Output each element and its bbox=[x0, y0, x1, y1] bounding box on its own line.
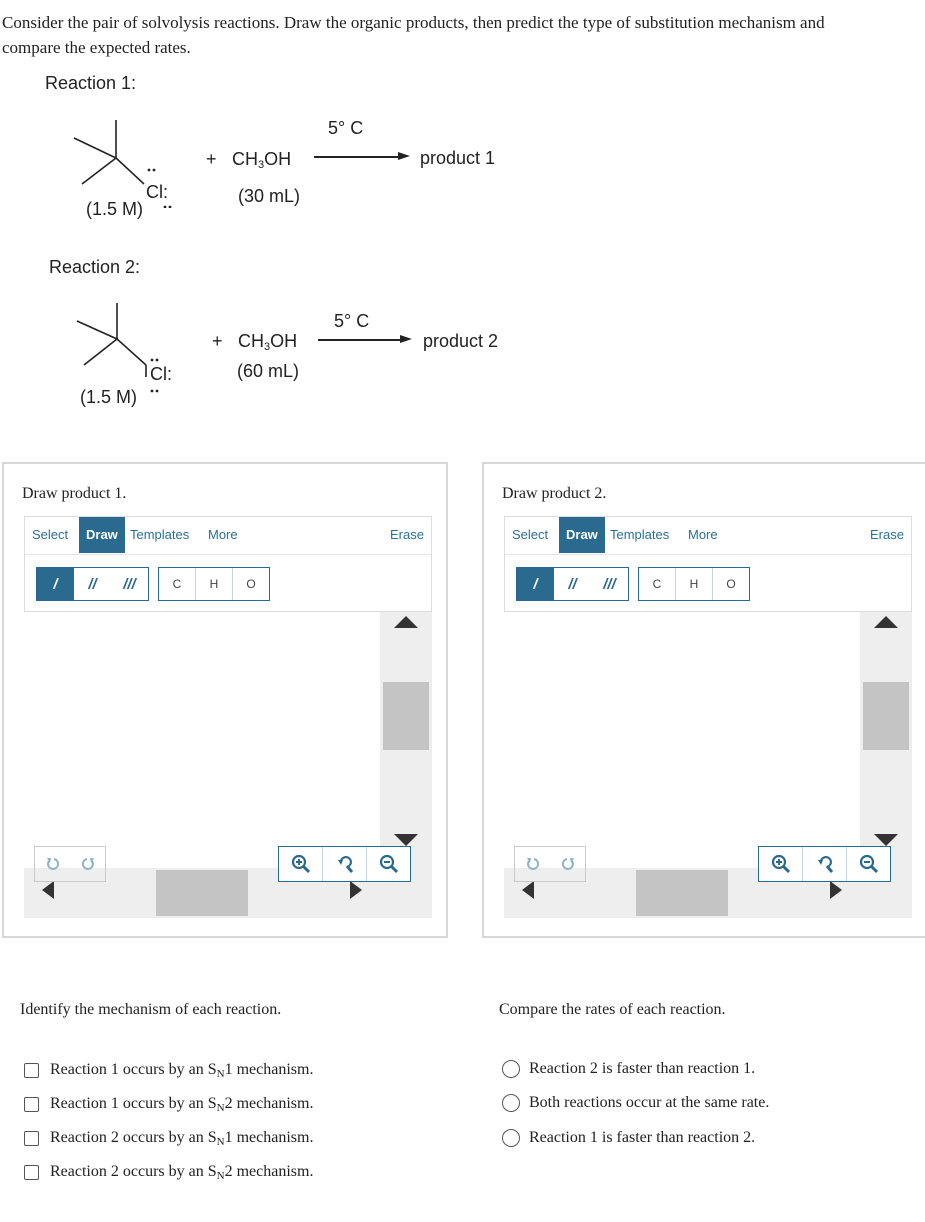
mechanism-option-2-label bbox=[50, 1095, 313, 1114]
rate-option-2[interactable] bbox=[502, 1094, 769, 1112]
panel-1-zoom-reset-button[interactable] bbox=[323, 847, 367, 881]
panel-1-single-bond-button[interactable]: / bbox=[37, 568, 74, 600]
reaction-2-reagent bbox=[238, 331, 297, 353]
panel-2-double-bond-button[interactable]: // bbox=[568, 575, 577, 593]
panel-2-scroll-right-icon[interactable] bbox=[830, 881, 842, 899]
panel-2-oxygen-button[interactable]: O bbox=[726, 577, 736, 591]
panel-2-bond-tools bbox=[516, 567, 629, 601]
panel-2-tabbar bbox=[504, 516, 912, 554]
mechanism-option-1[interactable] bbox=[24, 1061, 313, 1080]
panel-1-toolbar bbox=[24, 554, 432, 612]
rate-option-1-label: Reaction 2 is faster than reaction 1. bbox=[529, 1060, 756, 1077]
question-line-1: Consider the pair of solvolysis reactions. Draw the organic products, then predict the type of substitution mechanism and bbox=[2, 13, 825, 32]
reaction-2-temperature: 5° C bbox=[334, 311, 370, 331]
panel-2-vertical-scroll-thumb[interactable] bbox=[863, 682, 909, 750]
rates-heading: Compare the rates of each reaction. bbox=[499, 1001, 726, 1018]
reaction-1-volume: (30 mL) bbox=[238, 186, 301, 206]
panel-1-tab-draw[interactable]: Draw bbox=[79, 517, 125, 553]
rate-radio-3[interactable] bbox=[502, 1129, 520, 1147]
panel-1-zoom-in-button[interactable] bbox=[279, 847, 323, 881]
panel-1-redo-button[interactable] bbox=[70, 847, 105, 881]
panel-1-title: Draw product 1. bbox=[22, 485, 127, 502]
panel-2-scroll-left-icon[interactable] bbox=[522, 881, 534, 899]
reaction-2-leaving-group: Cl: bbox=[150, 364, 172, 384]
reaction-1-reagent-main: CH bbox=[232, 149, 258, 169]
panel-2-redo-button[interactable] bbox=[550, 847, 585, 881]
panel-1-hydrogen-button[interactable]: H bbox=[196, 568, 233, 600]
mechanism-checkbox-1[interactable] bbox=[24, 1063, 39, 1078]
draw-panel-1 bbox=[2, 462, 448, 938]
mechanism-option-2-suffix: 2 mechanism. bbox=[224, 1095, 314, 1112]
panel-1-oxygen-button[interactable]: O bbox=[246, 577, 256, 591]
panel-1-zoom-in-icon bbox=[291, 854, 311, 874]
panel-1-redo-icon bbox=[80, 856, 96, 872]
reaction-2-product: product 2 bbox=[423, 331, 499, 351]
reaction-1-temperature: 5° C bbox=[328, 118, 364, 138]
panel-1-scroll-left-icon[interactable] bbox=[42, 881, 54, 899]
reaction-2-reagent-sub: 3 bbox=[264, 341, 271, 353]
panel-1-triple-bond-button[interactable]: /// bbox=[123, 575, 136, 593]
reaction-2-concentration: (1.5 M) bbox=[80, 387, 138, 407]
mechanism-option-1-sub: N bbox=[216, 1068, 225, 1080]
panel-1-vertical-scroll-thumb[interactable] bbox=[383, 682, 429, 750]
mechanism-option-2-sub: N bbox=[216, 1102, 225, 1114]
reaction-1-reagent-sub: 3 bbox=[258, 159, 265, 171]
panel-1-drawing-canvas[interactable] bbox=[24, 612, 380, 868]
mechanism-option-3[interactable] bbox=[24, 1129, 313, 1148]
panel-2-undo-button[interactable] bbox=[515, 847, 550, 881]
panel-1-undo-icon bbox=[45, 856, 61, 872]
panel-1-zoom-controls bbox=[278, 846, 411, 882]
mechanism-checkbox-3[interactable] bbox=[24, 1131, 39, 1146]
reaction-2-arrow-head bbox=[400, 335, 412, 343]
mechanism-option-4[interactable] bbox=[24, 1163, 313, 1182]
panel-2-hydrogen-button[interactable]: H bbox=[676, 568, 713, 600]
panel-1-zoom-out-icon bbox=[379, 854, 399, 874]
question-line-2: compare the expected rates. bbox=[2, 38, 191, 57]
panel-1-double-bond-button[interactable]: // bbox=[88, 575, 97, 593]
panel-2-title: Draw product 2. bbox=[502, 485, 607, 502]
panel-2-zoom-in-icon bbox=[771, 854, 791, 874]
panel-2-zoom-controls bbox=[758, 846, 891, 882]
mechanism-option-2-prefix: Reaction 1 occurs by an S bbox=[50, 1095, 217, 1112]
panel-2-horizontal-scroll-thumb[interactable] bbox=[636, 870, 728, 916]
mechanism-option-3-sub: N bbox=[216, 1136, 225, 1148]
mechanism-option-4-prefix: Reaction 2 occurs by an S bbox=[50, 1163, 217, 1180]
panel-1-undo-redo bbox=[34, 846, 106, 882]
reaction-1-substrate-structure bbox=[66, 118, 186, 208]
rate-option-1[interactable] bbox=[502, 1060, 755, 1078]
rate-option-2-label: Both reactions occur at the same rate. bbox=[529, 1094, 770, 1111]
mechanism-option-1-label bbox=[50, 1061, 313, 1080]
panel-1-bond-tools bbox=[36, 567, 149, 601]
panel-1-zoom-out-button[interactable] bbox=[367, 847, 410, 881]
reaction-1-concentration: (1.5 M) bbox=[86, 199, 144, 219]
panel-2-drawing-canvas[interactable] bbox=[504, 612, 860, 868]
question-text bbox=[2, 10, 902, 60]
panel-2-zoom-out-icon bbox=[859, 854, 879, 874]
panel-2-carbon-button[interactable]: C bbox=[639, 568, 676, 600]
mechanism-option-4-sub: N bbox=[216, 1170, 225, 1182]
panel-1-tab-more[interactable]: More bbox=[208, 527, 238, 542]
panel-2-undo-redo bbox=[514, 846, 586, 882]
mechanism-checkbox-2[interactable] bbox=[24, 1097, 39, 1112]
mechanism-option-4-label bbox=[50, 1163, 313, 1182]
panel-1-tabbar bbox=[24, 516, 432, 554]
reaction-2-label: Reaction 2: bbox=[49, 257, 141, 277]
reaction-1-plus: + bbox=[206, 149, 217, 169]
panel-2-scroll-up-icon[interactable] bbox=[874, 616, 898, 628]
mechanism-option-3-prefix: Reaction 2 occurs by an S bbox=[50, 1129, 217, 1146]
reaction-2-volume: (60 mL) bbox=[237, 361, 300, 381]
rate-radio-1[interactable] bbox=[502, 1060, 520, 1078]
panel-1-carbon-button[interactable]: C bbox=[159, 568, 196, 600]
panel-2-undo-icon bbox=[525, 856, 541, 872]
reaction-2-reagent-tail: OH bbox=[270, 331, 298, 351]
panel-2-zoom-reset-icon bbox=[815, 854, 835, 874]
panel-1-tab-templates[interactable]: Templates bbox=[130, 527, 190, 542]
panel-1-tab-select[interactable]: Select bbox=[32, 527, 69, 542]
panel-2-atom-tools bbox=[638, 567, 750, 601]
mechanism-option-1-prefix: Reaction 1 occurs by an S bbox=[50, 1061, 217, 1078]
reaction-2-arrow-shaft bbox=[318, 339, 404, 341]
panel-2-tab-templates[interactable]: Templates bbox=[610, 527, 670, 542]
draw-panel-2 bbox=[482, 462, 925, 938]
panel-2-tab-select[interactable]: Select bbox=[512, 527, 549, 542]
panel-1-scroll-up-icon[interactable] bbox=[394, 616, 418, 628]
panel-2-erase-button[interactable]: Erase bbox=[870, 527, 904, 542]
panel-1-scroll-down-icon[interactable] bbox=[394, 834, 418, 846]
panel-1-horizontal-scroll-thumb[interactable] bbox=[156, 870, 248, 916]
panel-2-tab-draw[interactable]: Draw bbox=[559, 517, 605, 553]
panel-2-zoom-reset-button[interactable] bbox=[803, 847, 847, 881]
mechanism-option-2[interactable] bbox=[24, 1095, 313, 1114]
panel-1-erase-button[interactable]: Erase bbox=[390, 527, 424, 542]
rate-option-3[interactable] bbox=[502, 1129, 755, 1147]
panel-2-scroll-down-icon[interactable] bbox=[874, 834, 898, 846]
reaction-1-leaving-group: Cl: bbox=[146, 182, 168, 202]
panel-2-single-bond-button[interactable]: / bbox=[517, 568, 554, 600]
panel-1-scroll-right-icon[interactable] bbox=[350, 881, 362, 899]
rate-option-3-label: Reaction 1 is faster than reaction 2. bbox=[529, 1129, 756, 1146]
reaction-2-plus: + bbox=[212, 331, 223, 351]
reaction-1-arrow-head bbox=[398, 152, 410, 160]
reaction-2-reagent-main: CH bbox=[238, 331, 264, 351]
panel-1-atom-tools bbox=[158, 567, 270, 601]
panel-2-toolbar bbox=[504, 554, 912, 612]
mechanism-checkbox-4[interactable] bbox=[24, 1165, 39, 1180]
panel-2-triple-bond-button[interactable]: /// bbox=[603, 575, 616, 593]
mechanism-option-3-suffix: 1 mechanism. bbox=[224, 1129, 314, 1146]
mechanism-option-3-label bbox=[50, 1129, 313, 1148]
reaction-1-reagent bbox=[232, 149, 291, 171]
mechanism-heading: Identify the mechanism of each reaction. bbox=[20, 1001, 282, 1018]
panel-1-undo-button[interactable] bbox=[35, 847, 70, 881]
rate-radio-2[interactable] bbox=[502, 1094, 520, 1112]
reaction-1-reagent-tail: OH bbox=[264, 149, 292, 169]
mechanism-option-4-suffix: 2 mechanism. bbox=[224, 1163, 314, 1180]
reaction-1-label: Reaction 1: bbox=[45, 73, 137, 93]
panel-2-zoom-out-button[interactable] bbox=[847, 847, 890, 881]
reaction-1-product: product 1 bbox=[420, 148, 496, 168]
panel-2-zoom-in-button[interactable] bbox=[759, 847, 803, 881]
panel-2-tab-more[interactable]: More bbox=[688, 527, 718, 542]
reaction-1-arrow-shaft bbox=[314, 156, 402, 158]
panel-2-redo-icon bbox=[560, 856, 576, 872]
panel-1-zoom-reset-icon bbox=[335, 854, 355, 874]
mechanism-option-1-suffix: 1 mechanism. bbox=[224, 1061, 314, 1078]
